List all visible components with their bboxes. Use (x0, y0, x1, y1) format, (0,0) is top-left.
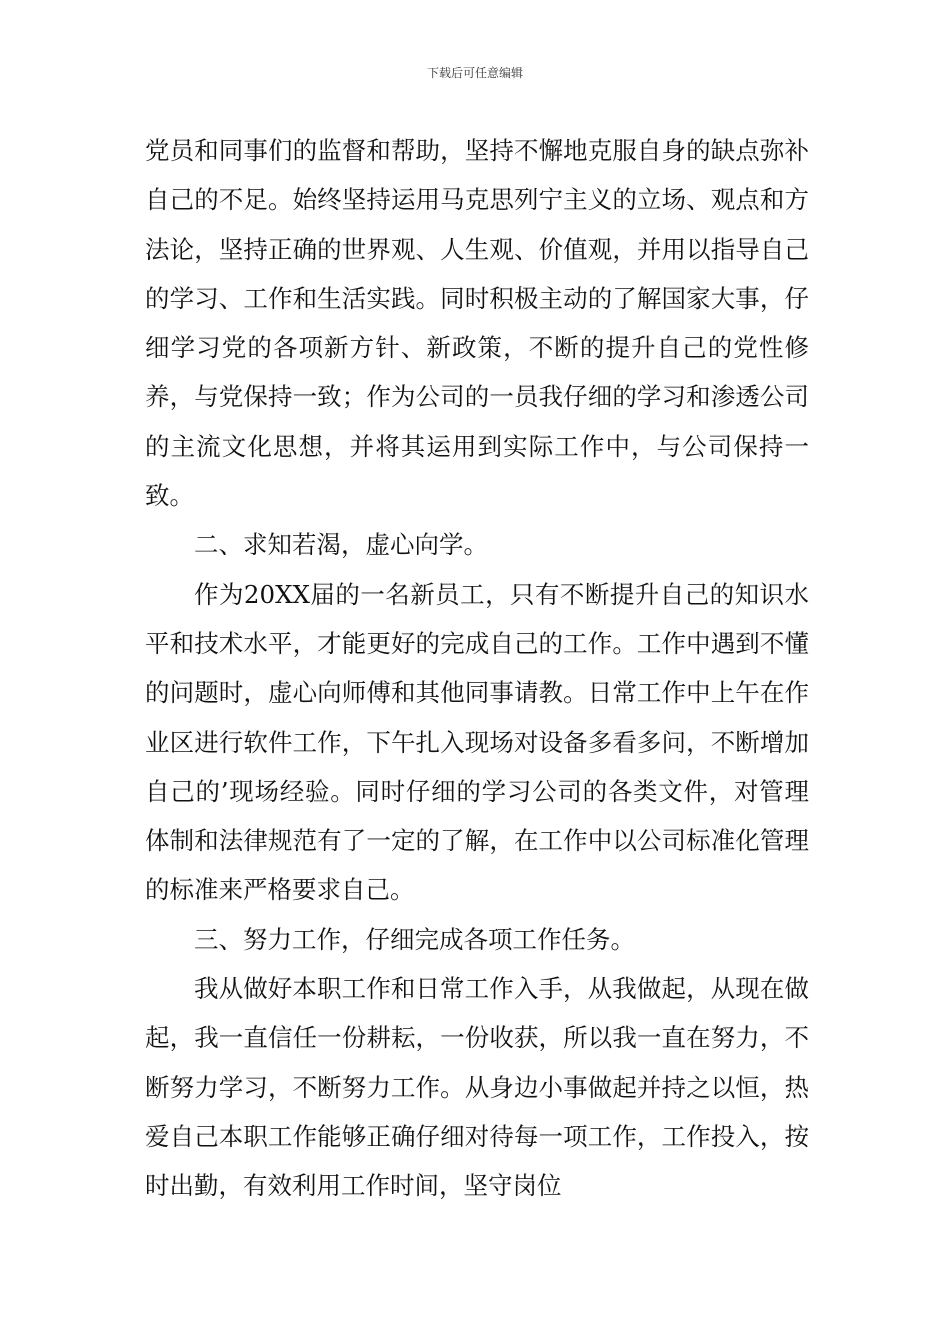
section-heading-2: 二、求知若渴，虚心向学。 (194, 530, 488, 560)
page-header: 下载后可任意编辑 (426, 66, 523, 80)
document-body (145, 126, 809, 1211)
paragraph-continuation: 党员和同事们的监督和帮助，坚持不懈地克服自身的缺点弥补自己的不足。始终坚持运用马克思列宁主义的立场、观点和方法论，坚持正确的世界观、人生观、价值观，并用以指导自己的学习、工作和生活实践。同时积极主动的了解国家大事，仔细学习党的各项新方针、新政策，不断的提升自己的党性修养，与党保持一致；作为公司的一员我仔细的学习和渗透公司的主流文化思想，并将其运用到实际工作中，与公司保持一致。 (145, 136, 809, 511)
paragraph-section-3: 我从做好本职工作和日常工作入手，从我做起，从现在做起，我一直信任一份耕耘，一份收获，所以我一直在努力，不断努力学习，不断努力工作。从身边小事做起并持之以恒，热爱自己本职工作能够正确仔细对待每一项工作，工作投入，按时出勤，有效利用工作时间，坚守岗位 (145, 974, 809, 1201)
section-heading-3: 三、努力工作，仔细完成各项工作任务。 (194, 924, 635, 954)
paragraph-section-2: 作为20XX届的一名新员工，只有不断提升自己的知识水平和技术水平，才能更好的完成自己的工作。工作中遇到不懂的问题时，虚心向师傅和其他同事请教。日常工作中上午在作业区进行软件工作，下午扎入现场对设备多看多问，不断增加自己的’现场经验。同时仔细的学习公司的各类文件，对管理体制和法律规范有了一定的了解，在工作中以公司标准化管理的标准来严格要求自己。 (145, 579, 809, 905)
